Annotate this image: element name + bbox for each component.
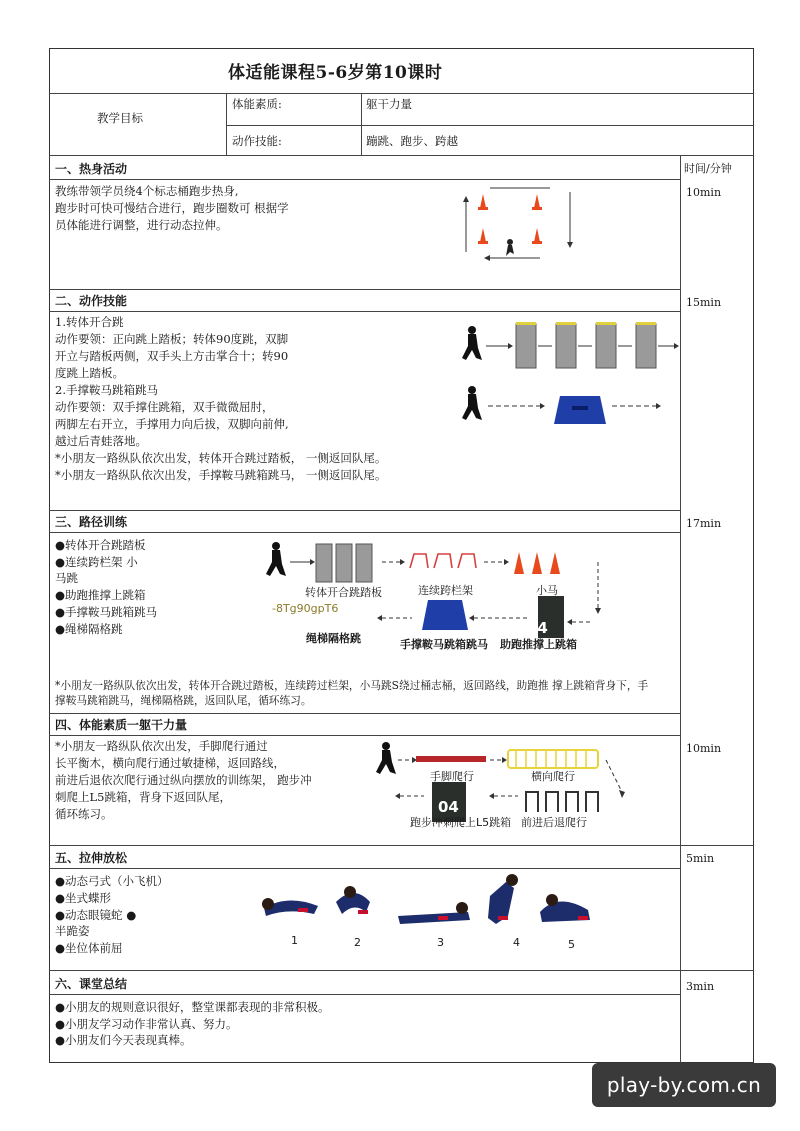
core-caption-back-crawl: 前进后退爬行 [521, 816, 587, 829]
skills-line-10: *小朋友一路纵队依次出发，手撑鞍马跳箱跳马， 一侧返回队尾。 [55, 468, 387, 482]
path-note-line-1: *小朋友一路纵队依次出发，转体开合跳过踏板，连续跨过栏架，小马跳S绕过桶志桶，返回路线，助跑推 撑上跳箱背身下，手 [55, 679, 649, 692]
path-caption-pony: 小马 [536, 584, 558, 597]
core-line-4: 刺爬上L5跳箱，背身下返回队尾， [55, 790, 231, 804]
pose-number-1: 1 [291, 934, 298, 947]
core-caption-dash: 跑步冲刺爬上L5跳箱 [410, 816, 512, 829]
summary-bullet-3: ●小朋友们今天表现真棒。 [55, 1033, 192, 1047]
skills-line-6: 动作要领：双手撑住跳箱，双手微微屈肘， [55, 400, 274, 414]
divider [49, 532, 680, 533]
core-line-1: *小朋友一路纵队依次出发，手脚爬行通过 [55, 739, 268, 753]
skill-label: 动作技能: [232, 134, 282, 148]
time-column-divider [680, 155, 681, 1063]
summary-bullet-2: ●小朋友学习动作非常认真、努力。 [55, 1017, 238, 1031]
warmup-line-2: 跑步时可快可慢结合进行，跑步圈数可 根据学 [55, 201, 289, 215]
skills-line-2: 动作要领：正向跳上踏板；转体90度跳，双脚 [55, 332, 289, 346]
pose-number-5: 5 [568, 938, 575, 951]
stretch-bullet-5: ●坐位体前屈 [55, 941, 123, 955]
warmup-line-1: 教练带领学员绕4个标志桶跑步热身, [55, 184, 239, 198]
core-line-3: 前进后退依次爬行通过纵向摆放的训练架， 跑步冲 [55, 773, 312, 787]
pose-number-2: 2 [354, 936, 361, 949]
path-bullet-1: ●转体开合跳踏板 [55, 538, 146, 552]
page-title: 体适能课程5-6岁第10课时 [228, 63, 443, 83]
path-caption-hurdles: 连续跨栏架 [418, 584, 473, 597]
divider [49, 289, 680, 290]
path-note-line-2: 撑鞍马跳箱跳马，绳梯隔格跳，返回队尾，循环练习。 [55, 694, 312, 707]
path-caption-box-number: 04 [527, 619, 548, 637]
divider [49, 735, 680, 736]
section-heading-warmup: 一、热身活动 [55, 162, 128, 176]
path-caption-jump-board: 转体开合跳踏板 [305, 586, 382, 599]
skills-line-8: 越过后青蛙落地。 [55, 434, 147, 448]
path-caption-vault: 手撑鞍马跳箱跳马 [400, 638, 488, 651]
divider [49, 994, 680, 995]
core-time: 10min [686, 742, 722, 755]
pose-number-3: 3 [437, 936, 444, 949]
skills-line-4: 度跳上踏板。 [55, 366, 124, 380]
divider [49, 93, 754, 94]
section-heading-core: 四、体能素质一躯干力量 [55, 718, 188, 732]
divider [49, 179, 680, 180]
skills-line-5: 2.手撑鞍马跳箱跳马 [55, 383, 158, 397]
fitness-value: 躯干力量 [366, 97, 412, 111]
stretch-bullet-1: ●动态弓式（小飞机） [55, 874, 169, 888]
summary-time: 3min [686, 980, 715, 993]
core-caption-crawl: 手脚爬行 [430, 770, 474, 783]
pose-number-4: 4 [513, 936, 520, 949]
core-caption-side-crawl: 横向爬行 [531, 770, 575, 783]
section-heading-skills: 二、动作技能 [55, 294, 128, 308]
warmup-time: 10min [686, 186, 722, 199]
divider [49, 970, 754, 971]
section-heading-summary: 六、课堂总结 [55, 977, 128, 991]
path-caption-code: -8Tg90gpT6 [272, 602, 339, 615]
path-bullet-3: 马跳 [55, 571, 78, 585]
core-line-5: 循环练习。 [55, 807, 113, 821]
divider [226, 125, 754, 126]
section-heading-stretch: 五、拉伸放松 [55, 851, 128, 865]
path-caption-ladder: 绳梯隔格跳 [306, 632, 361, 645]
goal-label: 教学目标 [97, 111, 143, 125]
skills-line-1: 1.转体开合跳 [55, 315, 124, 329]
stretch-bullet-2: ●坐式蝶形 [55, 891, 112, 905]
warmup-line-3: 员体能进行调整，进行动态拉伸。 [55, 218, 228, 232]
path-bullet-6: ●绳梯隔格跳 [55, 622, 123, 636]
skills-line-9: *小朋友一路纵队依次出发，转体开合跳过踏板， 一侧返回队尾。 [55, 451, 387, 465]
skills-time: 15min [686, 296, 722, 309]
path-bullet-5: ●手撑鞍马跳箱跳马 [55, 605, 158, 619]
path-time: 17min [686, 517, 722, 530]
divider [361, 93, 362, 155]
time-header: 时间/分钟 [684, 162, 732, 175]
core-line-2: 长平衡木，横向爬行通过敏捷梯，返回路线， [55, 756, 285, 770]
divider [49, 311, 680, 312]
summary-bullet-1: ●小朋友的规则意识很好，整堂课都表现的非常积极。 [55, 1000, 330, 1014]
watermark-badge: play-by.com.cn [592, 1063, 776, 1107]
stretch-time: 5min [686, 852, 715, 865]
skill-value: 蹦跳、跑步、跨越 [366, 134, 458, 148]
divider [226, 93, 227, 155]
divider [49, 868, 680, 869]
skills-line-3: 开立与踏板两侧，双手头上方击掌合十；转90 [55, 349, 289, 363]
stretch-bullet-3: ●动态眼镜蛇 ● [55, 908, 137, 922]
stretch-bullet-4: 半跪姿 [55, 924, 90, 938]
section-heading-path: 三、路径训练 [55, 515, 128, 529]
divider [49, 713, 680, 714]
stretch-poses-illustration [258, 872, 608, 942]
path-caption-box-climb: 助跑推撑上跳箱 [500, 638, 577, 651]
jump-board-diagram [460, 318, 680, 438]
path-bullet-4: ●助跑推撑上跳箱 [55, 588, 146, 602]
divider [49, 845, 754, 846]
skills-line-7: 两脚左右开立，手撑用力向后拔，双脚向前伸, [55, 417, 289, 431]
divider [49, 155, 754, 156]
divider [49, 510, 680, 511]
core-caption-box-number: 04 [438, 798, 459, 816]
path-bullet-2: ●连续跨栏架 小 [55, 555, 138, 569]
warmup-cones-diagram [460, 182, 580, 266]
fitness-label: 体能素质: [232, 97, 282, 111]
